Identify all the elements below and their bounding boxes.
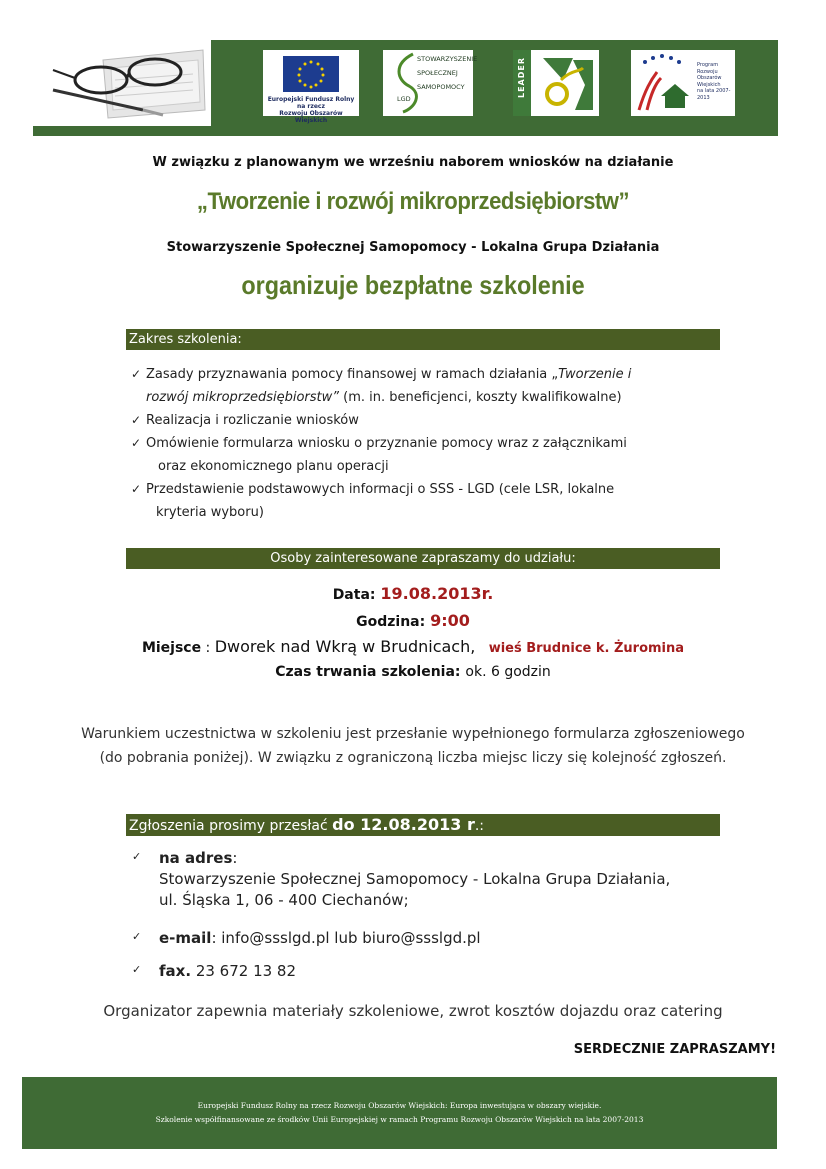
main-title: „Tworzenie i rozwój mikroprzedsiębiorstw” [196,188,630,215]
duration-line: Czas trwania szkolenia: ok. 6 godzin [275,664,551,680]
prow-logo-line: Obszarów [697,75,722,81]
checkmark-icon: ✓ [131,436,142,450]
checkmark-icon: ✓ [132,963,142,976]
glasses-icon [33,40,211,126]
organizer-name: Stowarzyszenie Społecznej Samopomocy - Lokalna Grupa Działania [166,240,660,255]
fax-value: 23 672 13 82 [195,962,297,980]
eu-logo-line: Europejski Fundusz Rolny [267,96,355,103]
lgd-logo-line: SAMOPOMOCY [417,83,465,91]
prow-emblem-icon [631,50,695,116]
list-item [131,363,720,409]
prow-logo [631,50,735,116]
prow-logo-line: na lata 2007-2013 [697,88,731,101]
eu-logo-line: Rozwoju Obszarów Wiejskich [279,110,343,124]
intro-line: W związku z planowanym we wrześniu naborem wniosków na działanie [152,155,674,170]
time-value: 9:00 [430,611,470,630]
eu-logo-line: na rzecz [297,103,325,110]
place-value: Dworek nad Wkrą w Brudnicach, [214,637,476,656]
fax-label: fax. [159,962,192,980]
duration-label: Czas trwania szkolenia [275,664,455,680]
lgd-logo-line: STOWARZYSZENIE [417,55,478,63]
header-banner [33,40,778,136]
prow-logo-line: Wiejskich [697,81,721,88]
prow-logo-line: Rozwoju [697,68,718,75]
scope-item-text: oraz ekonomicznego planu operacji [158,459,389,474]
footer-line: Europejski Fundusz Rolny na rzecz Rozwoju Obszarów Wiejskich: Europa inwestująca w obszary wiejskie. [197,1101,602,1110]
condition-line: (do pobrania poniżej). W związku z ograniczoną liczba miejsc liczy się kolejność zgłoszeń. [99,750,727,766]
scope-item-italic: Tworzenie i [558,367,632,382]
scope-item-text: Przedstawienie podstawowych informacji o SSS - LGD (cele LSR, lokalne [146,482,615,497]
checkmark-icon: ✓ [131,413,142,427]
scope-item-text: Omówienie formularza wniosku o przyznanie pomocy wraz z załącznikami [146,436,627,451]
glasses-and-papers-image [33,40,211,126]
submission-heading-bar [126,814,720,836]
scope-list [131,363,720,524]
participation-condition [60,722,766,770]
closing-text: SERDECZNIE ZAPRASZAMY! [573,1042,776,1057]
invite-heading-bar: Osoby zainteresowane zapraszamy do udziału: [126,548,720,569]
date-line: Data: 19.08.2013r. [332,584,494,603]
time-label: Godzina [356,614,420,630]
date-label: Data [332,587,370,603]
lgd-logo-line: SPOŁECZNEJ [417,69,458,77]
list-item [131,478,720,524]
scope-item-text: Zasady przyznawania pomocy finansowej w ramach działania „ [146,367,559,382]
leader-logo [513,50,599,116]
checkmark-icon: ✓ [131,367,142,381]
email-value[interactable]: info@ssslgd.pl lub biuro@ssslgd.pl [221,929,481,947]
scope-item-text: (m. in. beneficjenci, koszty kwalifikowalne) [339,390,622,405]
lgd-logo [383,50,478,116]
sub-title: organizuje bezpłatne szkolenie [241,270,585,300]
lgd-logo-prefix: LGD [397,95,411,103]
scope-heading-bar: Zakres szkolenia: [126,329,720,350]
scope-item-text: kryteria wyboru) [156,505,264,520]
eu-flag-icon [263,50,359,94]
email-label: e-mail [159,929,212,947]
checkmark-icon: ✓ [132,850,142,863]
place-extra: wieś Brudnice k. Żuromina [488,641,685,656]
place-line: Miejsce : Dworek nad Wkrą w Brudnicach, wieś Brudnice k. Żuromina [141,637,685,656]
organizer-note: Organizator zapewnia materiały szkoleniowe, zwrot kosztów dojazdu oraz catering [103,1002,723,1020]
list-item [131,432,720,478]
condition-line: Warunkiem uczestnictwa w szkoleniu jest przesłanie wypełnionego formularza zgłoszeniowego [81,726,745,742]
submission-heading-suffix: .: [474,818,485,834]
checkmark-icon: ✓ [132,930,142,943]
scope-item-italic: rozwój mikroprzedsiębiorstw” [146,390,340,405]
scope-item-text: Realizacja i rozliczanie wniosków [146,413,359,428]
list-item [131,409,720,432]
footer-banner [22,1077,777,1149]
submission-heading-text: Zgłoszenia prosimy przesłać [129,818,333,834]
duration-value: ok. 6 godzin [465,664,551,680]
submission-deadline: do 12.08.2013 r [332,815,475,834]
address-line: ul. Śląska 1, 06 - 400 Ciechanów; [159,891,409,909]
prow-logo-line: Program [697,62,719,68]
address-label: na adres [159,849,233,867]
address-line: Stowarzyszenie Społecznej Samopomocy - Lokalna Grupa Działania, [159,870,671,888]
place-label: Miejsce [141,640,202,656]
time-line: Godzina: 9:00 [356,611,470,630]
checkmark-icon: ✓ [131,482,142,496]
leader-logo-text: LEADER [517,56,526,98]
footer-line: Szkolenie współfinansowane ze środków Unii Europejskiej w ramach Programu Rozwoju Obszarów Wiejskich na lata 2007-2013 [155,1115,644,1124]
date-value: 19.08.2013r. [380,584,494,603]
eu-fund-logo [263,50,359,124]
